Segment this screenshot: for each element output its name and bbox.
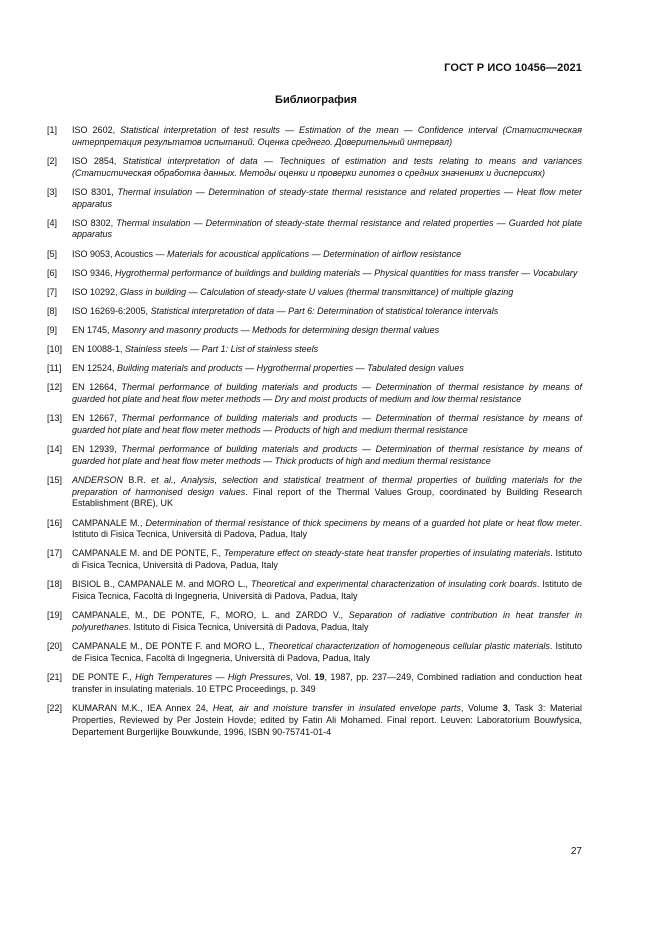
reference-number: [1] — [47, 125, 58, 135]
reference-text-segment: KUMARAN M.K., IEA Annex 24, — [72, 702, 213, 713]
reference-text-segment: Stainless steels — Part 1: List of stainless steels — [125, 344, 319, 355]
reference-text-segment: ISO 9053, Acoustics — — [72, 248, 168, 259]
reference-entry — [47, 363, 582, 375]
reference-text-segment: ISO 16269-6:2005, — [72, 305, 151, 316]
reference-text-segment: Separation of radiative contribution in heat transfer in polyurethanes — [72, 610, 582, 633]
reference-text-segment: EN 12667, — [72, 413, 122, 424]
reference-entry — [47, 187, 582, 211]
reference-entry — [47, 249, 582, 261]
reference-text — [72, 187, 582, 211]
reference-entry — [47, 641, 582, 665]
reference-text — [72, 344, 582, 356]
reference-text-segment: . Istituto de Fisica Tecnica, Facoltà di Ingegneria, Università di Padova, Padua, Italy — [72, 579, 582, 602]
reference-text — [72, 325, 582, 337]
reference-text-segment: CAMPANALE M., — [72, 517, 146, 528]
reference-text-segment: Statistical interpretation of test results — Estimation of the mean — Confidence interval (Статистическая интерпретация результатов испытаний. Оценка среднего. Доверительный интервал) — [72, 125, 582, 147]
reference-text — [72, 518, 582, 542]
reference-text-segment: ISO 9346, — [72, 267, 116, 278]
reference-text-segment: et al., Analysis, selection and statistical treatment of thermal properties of building materials for the preparation of harmonised design values — [72, 474, 582, 497]
reference-text-segment: Hygrothermal performance of buildings and building materials — Physical quantities for mass transfer — Vocabulary — [115, 267, 578, 278]
reference-text — [72, 703, 582, 738]
reference-text-segment: EN 1745, — [72, 324, 113, 335]
reference-text-segment: , 1987, pp. 237—249, Combined radiation and conduction heat transfer in insulating materials. 10 ETPC Proceedings, p. 349 — [72, 672, 583, 694]
reference-number: [15] — [47, 474, 63, 485]
reference-text-segment: Determination of thermal resistance of thick specimens by means of a guarded hot plate or heat flow meter — [145, 517, 580, 528]
reference-text-segment: DE PONTE F., — [72, 672, 136, 683]
reference-text-segment: Theoretical and experimental characterization of insulating cork boards — [250, 579, 537, 590]
reference-text-segment: , Vol. — [290, 672, 315, 683]
reference-text-segment: Thermal performance of building materials and products — Determination of thermal resistance by means of guarded hot plate and heat flow meter methods — Dry and moist products of medium and low thermal resistance — [72, 382, 583, 405]
reference-text — [72, 641, 582, 665]
reference-number: [9] — [47, 324, 58, 335]
reference-text-segment: ISO 10292, — [72, 286, 121, 297]
reference-entry — [47, 287, 582, 299]
reference-text-segment: EN 12664, — [72, 382, 122, 393]
reference-text-segment: 3 — [502, 702, 508, 713]
reference-text-segment: ISO 8301, — [72, 186, 118, 197]
reference-entry — [47, 156, 582, 180]
reference-text-segment: ISO 2854, — [72, 155, 123, 166]
reference-text-segment: . Final report of the Thermal Values Group, coordinated by Building Research Establishment (BRE), UK — [72, 486, 582, 509]
reference-entry — [47, 444, 582, 468]
reference-number: [8] — [47, 305, 58, 316]
reference-text-segment: EN 12939, — [72, 444, 122, 454]
reference-entry — [47, 548, 582, 572]
reference-text-segment: BISIOL B., CAMPANALE M. and MORO L., — [72, 579, 251, 590]
reference-entry — [47, 325, 582, 337]
reference-number: [19] — [47, 610, 63, 621]
reference-text-segment: Thermal performance of building materials and products — Determination of thermal resistance by means of guarded hot plate and heat flow meter methods — Thick products of high and medium thermal resistance — [72, 444, 583, 466]
reference-number: [20] — [47, 641, 63, 652]
reference-entry — [47, 518, 582, 542]
reference-number: [4] — [47, 217, 58, 228]
reference-entry — [47, 610, 582, 634]
reference-text — [72, 610, 582, 634]
reference-text-segment: Thermal insulation — Determination of steady-state thermal resistance and related properties — Guarded hot plate apparatus — [72, 217, 583, 240]
reference-text-segment: Thermal insulation — Determination of steady-state thermal resistance and related properties — Heat flow meter apparatus — [72, 186, 582, 209]
reference-entry — [47, 703, 582, 738]
reference-text-segment: High Temperatures — High Pressures — [135, 672, 291, 683]
reference-text-segment: . Istituto de Fisica Tecnica, Facoltà di Ingegneria, Università di Padova, Padua, Italy — [72, 641, 582, 663]
reference-text-segment: , Task 3: Material Properties, Reviewed by Per Jostein Hovde; edited by Fatin Ali Mohamed. Final report. Leuven: Laboratorium Bouwfysica, Departement Burgerlijke Bouwkunde, 1996, ISBN 90-75741-01-4 — [72, 702, 582, 737]
reference-text — [72, 287, 582, 299]
reference-text-segment: Heat, air and moisture transfer in insulated envelope parts — [212, 702, 461, 713]
reference-text-segment: . Istituto di Fisica Tecnica, Università di Padova, Padua, Italy — [72, 548, 583, 571]
reference-entry — [47, 382, 582, 406]
page-title: Библиография — [275, 94, 357, 106]
reference-number: [10] — [47, 344, 63, 355]
reference-text — [72, 382, 582, 406]
reference-number: [18] — [47, 579, 63, 590]
reference-entry — [47, 125, 582, 149]
reference-text-segment: EN 12524, — [72, 363, 118, 374]
reference-entry — [47, 413, 582, 437]
reference-text — [72, 413, 582, 437]
reference-text-segment: 19 — [314, 672, 325, 683]
reference-entry — [47, 344, 582, 356]
reference-entry — [47, 218, 582, 242]
reference-number: [11] — [47, 363, 62, 374]
reference-number: [6] — [47, 267, 58, 278]
reference-number: [7] — [47, 286, 58, 297]
reference-text — [72, 306, 582, 318]
reference-number: [13] — [47, 413, 63, 424]
reference-number: [12] — [47, 382, 63, 393]
reference-text-segment: Masonry and masonry products — Methods for determining design thermal values — [112, 324, 440, 335]
reference-text — [72, 125, 582, 149]
reference-number: [17] — [47, 548, 63, 559]
reference-text-segment: CAMPANALE, M., DE PONTE, F., MORO, L. and ZARDO V., — [72, 610, 349, 621]
standard-code: ГОСТ Р ИСО 10456—2021 — [444, 62, 582, 74]
reference-text-segment: ISO 8302, — [72, 217, 117, 228]
reference-text — [72, 249, 582, 261]
reference-number: [3] — [47, 186, 58, 197]
reference-entry — [47, 579, 582, 603]
reference-text — [72, 444, 582, 468]
reference-text — [72, 268, 582, 280]
reference-entry — [47, 672, 582, 696]
reference-number: [5] — [47, 248, 58, 259]
reference-text-segment: EN 10088-1, — [72, 344, 126, 355]
reference-text-segment: Theoretical characterization of homogeneous cellular plastic materials — [267, 641, 550, 652]
page-number: 27 — [570, 846, 582, 857]
reference-text-segment: Statistical interpretation of data — Techniques of estimation and tests relating to means and variances (Статистическая обработка данных. Методы оценки и проверки гипотез о средних значениях и дисперсиях) — [72, 155, 582, 178]
reference-text — [72, 579, 582, 603]
reference-text-segment: Thermal performance of building materials and products — Determination of thermal resistance by means of guarded hot plate and heat flow meter methods — Products of high and medium thermal resistance — [72, 413, 583, 435]
reference-text-segment: Glass in building — Calculation of steady-state U values (thermal transmittance) of multiple glazing — [120, 286, 514, 297]
bibliography-list — [47, 125, 582, 746]
reference-number: [14] — [47, 444, 63, 454]
reference-number: [21] — [47, 672, 63, 683]
reference-entry — [47, 268, 582, 280]
reference-text-segment: Materials for acoustical applications — Determination of airflow resistance — [167, 248, 462, 259]
reference-number: [16] — [47, 517, 63, 528]
reference-text-segment: . Istituto di Fisica Tecnica, Università di Padova, Padua, Italy — [128, 622, 369, 633]
reference-text-segment: CAMPANALE M., DE PONTE F. and MORO L., — [72, 641, 268, 652]
reference-number: [2] — [47, 155, 58, 166]
reference-text — [72, 548, 582, 572]
reference-text-segment: ISO 2602, — [72, 125, 121, 135]
reference-text-segment: Temperature effect on steady-state heat transfer properties of insulating materials — [223, 548, 551, 559]
reference-entry — [47, 475, 582, 510]
reference-text — [72, 218, 582, 242]
reference-text-segment: . Istituto di Fisica Tecnica, Università di Padova, Padua, Italy — [72, 517, 582, 540]
reference-text — [72, 672, 582, 696]
reference-text-segment: B.R. — [123, 474, 152, 485]
reference-text-segment: CAMPANALE M. and DE PONTE, F., — [72, 548, 224, 559]
reference-text-segment: Statistical interpretation of data — Part 6: Determination of statistical tolerance intervals — [150, 305, 499, 316]
reference-number: [22] — [47, 702, 63, 713]
reference-text-segment: , Volume — [460, 702, 503, 713]
reference-text — [72, 475, 582, 510]
reference-text-segment: ANDERSON — [72, 474, 124, 485]
reference-entry — [47, 306, 582, 318]
reference-text — [72, 363, 582, 375]
reference-text-segment: Building materials and products — Hygrothermal properties — Tabulated design values — [117, 363, 464, 374]
reference-text — [72, 156, 582, 180]
